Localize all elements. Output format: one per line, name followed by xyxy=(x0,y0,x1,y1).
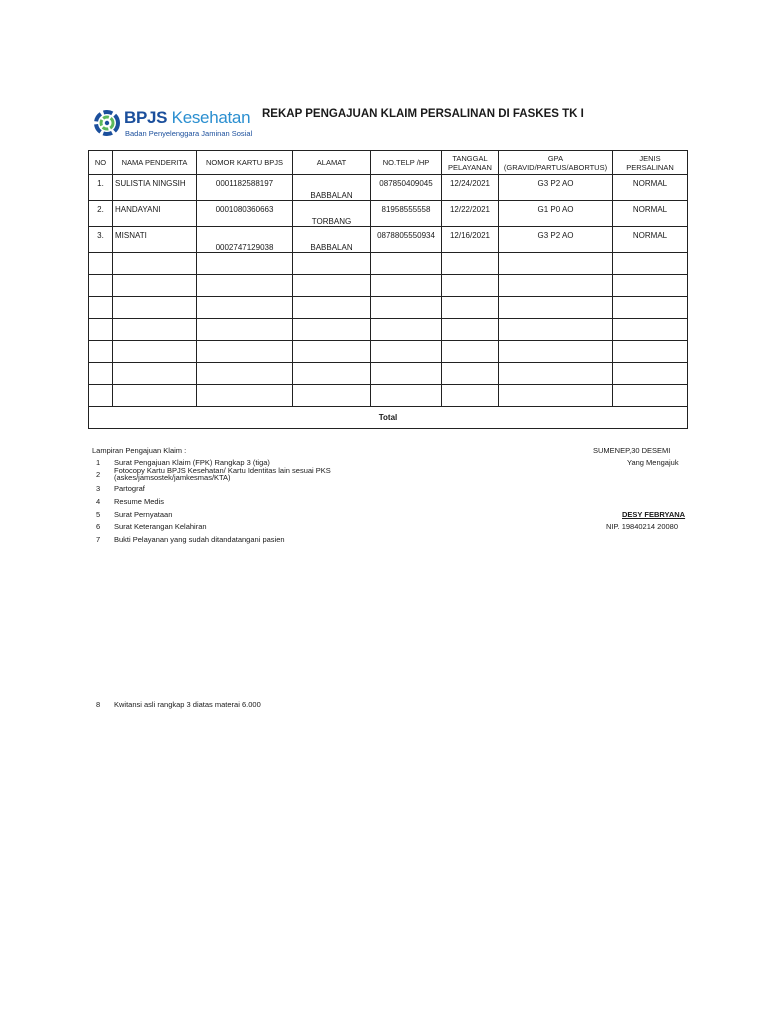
cell-alamat: BABBALAN xyxy=(293,175,371,201)
table-header-row xyxy=(89,151,688,175)
cell-nama: SULISTIA NINGSIH xyxy=(113,175,197,201)
cell-tanggal: 12/16/2021 xyxy=(442,227,499,253)
table-row xyxy=(89,227,688,253)
table-row xyxy=(89,201,688,227)
header-telp: NO.TELP /HP xyxy=(371,151,442,175)
bpjs-emblem-icon xyxy=(94,110,120,136)
header-gpa xyxy=(499,151,613,175)
cell-no: 3. xyxy=(89,227,113,253)
item-text: Surat Pernyataan xyxy=(114,510,173,519)
item-text: Kwitansi asli rangkap 3 diatas materai 6.000 xyxy=(114,700,261,709)
attachments-title: Lampiran Pengajuan Klaim : xyxy=(92,446,187,455)
item-number: 6 xyxy=(96,522,101,531)
cell-jenis: NORMAL xyxy=(613,201,688,227)
header-tanggal xyxy=(442,151,499,175)
signer-nip: NIP. 19840214 20080 xyxy=(606,522,679,531)
header-no: NO xyxy=(89,151,113,175)
signature-block xyxy=(560,446,687,566)
claims-table xyxy=(88,150,688,429)
cell-nomor-kartu: 0001182588197 xyxy=(197,175,293,201)
item-text: Surat Keterangan Kelahiran xyxy=(114,522,207,531)
empty-row xyxy=(89,275,688,297)
header-jenis xyxy=(613,151,688,175)
cell-no: 1. xyxy=(89,175,113,201)
signer-role: Yang Mengajuk xyxy=(627,458,679,467)
header-nama: NAMA PENDERITA xyxy=(113,151,197,175)
item-number: 3 xyxy=(96,484,101,493)
cell-jenis: NORMAL xyxy=(613,227,688,253)
brand-name xyxy=(124,108,250,128)
header-tanggal-line2: PELAYANAN xyxy=(448,162,492,172)
cell-jenis: NORMAL xyxy=(613,175,688,201)
cell-alamat: TORBANG xyxy=(293,201,371,227)
cell-tanggal: 12/22/2021 xyxy=(442,201,499,227)
item-text-line2: (askes/jamsostek/jamkesmas/KTA) xyxy=(114,473,231,482)
table-row xyxy=(89,175,688,201)
empty-row xyxy=(89,253,688,275)
item-text: Partograf xyxy=(114,484,145,493)
header-tanggal-line1: TANGGAL xyxy=(452,153,488,163)
header-jenis-line1: JENIS xyxy=(639,153,661,163)
header-jenis-line2: PERSALINAN xyxy=(626,162,674,172)
cell-gpa: G3 P2 AO xyxy=(499,227,613,253)
cell-nomor-kartu: 0001080360663 xyxy=(197,201,293,227)
cell-telp: 0878805550934 xyxy=(371,227,442,253)
header-nomor-kartu: NOMOR KARTU BPJS xyxy=(197,151,293,175)
item-number: 4 xyxy=(96,497,101,506)
cell-gpa: G3 P2 AO xyxy=(499,175,613,201)
empty-row xyxy=(89,341,688,363)
empty-row xyxy=(89,319,688,341)
cell-nama: MISNATI xyxy=(113,227,197,253)
empty-row xyxy=(89,297,688,319)
brand-part2: Kesehatan xyxy=(171,108,251,127)
item-number: 1 xyxy=(96,458,101,467)
header-gpa-line2: (GRAVID/PARTUS/ABORTUS) xyxy=(503,162,608,172)
cell-no: 2. xyxy=(89,201,113,227)
cell-telp: 087850409045 xyxy=(371,175,442,201)
cell-telp: 81958555558 xyxy=(371,201,442,227)
empty-row xyxy=(89,385,688,407)
item-text-line1: Fotocopy Kartu BPJS Kesehatan/ Kartu Identitas lain sesuai PKS xyxy=(114,466,331,475)
item-number: 7 xyxy=(96,535,101,544)
item-text: Surat Pengajuan Klaim (FPK) Rangkap 3 (tiga) xyxy=(114,458,270,467)
item-number: 2 xyxy=(96,470,101,479)
item-text: Resume Medis xyxy=(114,497,165,506)
page-title: REKAP PENGAJUAN KLAIM PERSALINAN DI FASKES TK I xyxy=(262,108,584,120)
total-label: Total xyxy=(89,407,688,429)
empty-row xyxy=(89,363,688,385)
header-gpa-line1: GPA xyxy=(547,153,564,163)
brand-tagline: Badan Penyelenggara Jaminan Sosial xyxy=(125,129,253,138)
cell-tanggal: 12/24/2021 xyxy=(442,175,499,201)
item-text xyxy=(114,467,331,481)
cell-gpa: G1 P0 AO xyxy=(499,201,613,227)
signer-name: DESY FEBRYANA xyxy=(622,510,686,519)
item-text: Bukti Pelayanan yang sudah ditandatangani pasien xyxy=(114,535,285,544)
bpjs-logo xyxy=(94,108,253,142)
item-number: 5 xyxy=(96,510,101,519)
cell-nama: HANDAYANI xyxy=(113,201,197,227)
cell-nomor-kartu: 0002747129038 xyxy=(197,227,293,253)
cell-alamat: BABBALAN xyxy=(293,227,371,253)
brand-part1: BPJS xyxy=(124,108,168,127)
total-row xyxy=(89,407,688,429)
header-alamat: ALAMAT xyxy=(293,151,371,175)
place-date: SUMENEP,30 DESEMI xyxy=(593,446,671,455)
item-number: 8 xyxy=(96,700,101,709)
